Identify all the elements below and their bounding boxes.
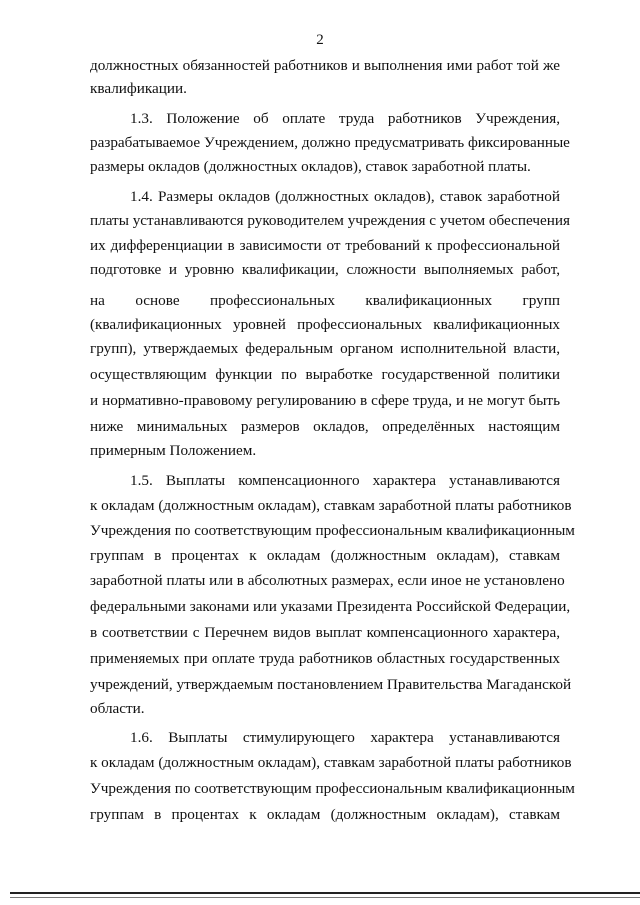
text-line: групп), утверждаемых федеральным органом исполнительной власти, [90,340,560,357]
text-line: в соответствии с Перечнем видов выплат компенсационного характера, [90,624,560,641]
text-line: ниже минимальных размеров окладов, определённых настоящим [90,418,560,435]
text-line: группам в процентах к окладам (должностным окладам), ставкам [90,547,560,564]
text-line: группам в процентах к окладам (должностным окладам), ставкам [90,806,560,823]
text-line: подготовке и уровню квалификации, сложности выполняемых работ, [90,261,560,278]
text-line: учреждений, утверждаемым постановлением Правительства Магаданской [90,676,572,693]
paragraph-1-3-start: 1.3. Положение об оплате труда работников Учреждения, [130,110,560,127]
text-line: Учреждения по соответствующим профессиональным квалификационным [90,522,575,539]
scan-bottom-edge [10,892,640,894]
text-line: примерным Положением. [90,442,257,459]
text-line: осуществляющим функции по выработке государственной политики [90,366,560,383]
text-line: разрабатываемое Учреждением, должно предусматривать фиксированные [90,134,570,151]
text-line: должностных обязанностей работников и выполнения ими работ той же [90,57,560,74]
text-line: размеры окладов (должностных окладов), ставок заработной платы. [90,158,531,175]
text-line: федеральными законами или указами Президента Российской Федерации, [90,598,571,615]
text-line: области. [90,700,145,717]
text-line: применяемых при оплате труда работников областных государственных [90,650,560,667]
text-line: платы устанавливаются руководителем учреждения с учетом обеспечения [90,212,571,229]
text-line: (квалификационных уровней профессиональных квалификационных [90,316,560,333]
text-line: к окладам (должностным окладам), ставкам заработной платы работников [90,754,572,771]
text-line: их дифференциации в зависимости от требований к профессиональной [90,237,560,254]
scan-bottom-edge-shadow [10,897,640,898]
text-line: к окладам (должностным окладам), ставкам заработной платы работников [90,497,572,514]
paragraph-1-5-start: 1.5. Выплаты компенсационного характера устанавливаются [130,472,560,489]
text-line: квалификации. [90,80,187,97]
text-line: и нормативно-правовому регулированию в сфере труда, и не могут быть [90,392,560,409]
page-number: 2 [316,32,324,48]
text-line: Учреждения по соответствующим профессиональным квалификационным [90,780,575,797]
text-line: на основе профессиональных квалификационных групп [90,292,560,309]
paragraph-1-6-start: 1.6. Выплаты стимулирующего характера устанавливаются [130,729,560,746]
text-line: заработной платы или в абсолютных размерах, если иное не установлено [90,572,565,589]
paragraph-1-4-start: 1.4. Размеры окладов (должностных окладов), ставок заработной [130,188,560,205]
